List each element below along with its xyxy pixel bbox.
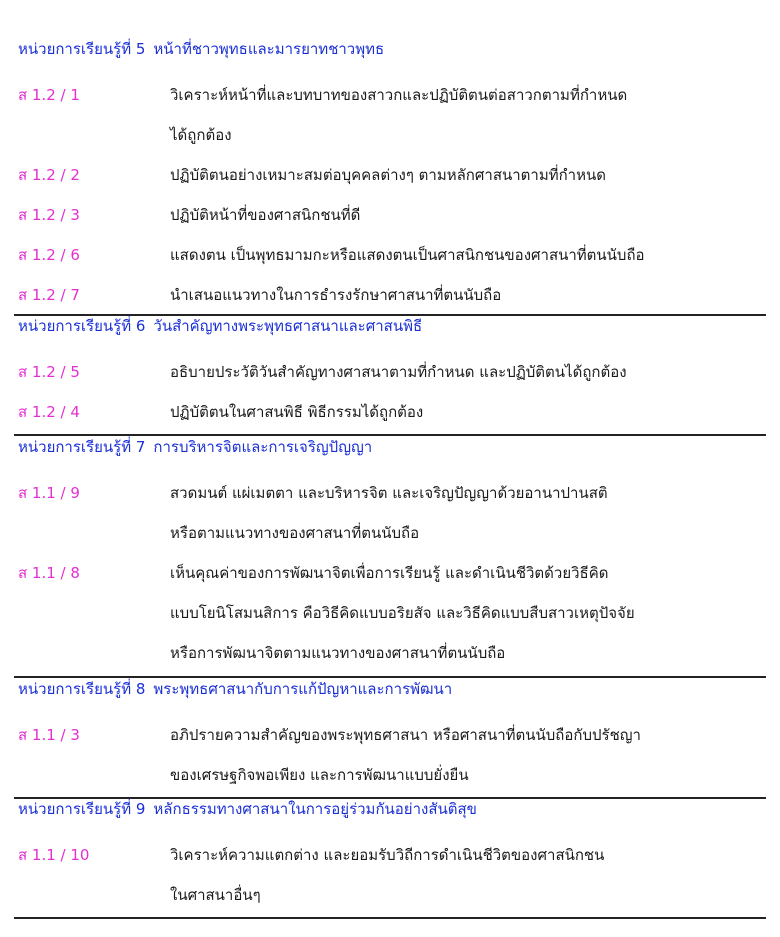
indicator-code: ส 1.2 / 6 xyxy=(18,246,80,264)
unit-heading xyxy=(18,678,452,700)
indicator-text: หรือการพัฒนาจิตตามแนวทางของศาสนาที่ตนนับถือ xyxy=(170,644,506,662)
indicator-text: หรือตามแนวทางของศาสนาที่ตนนับถือ xyxy=(170,524,420,542)
unit-label: หน่วยการเรียนรู้ที่ 8 xyxy=(18,680,146,698)
learning-unit xyxy=(14,788,766,919)
unit-heading xyxy=(18,38,384,60)
learning-unit xyxy=(14,426,766,678)
indicator-text: ได้ถูกต้อง xyxy=(170,126,232,144)
learning-unit xyxy=(14,668,766,799)
indicator-text: ของเศรษฐกิจพอเพียง และการพัฒนาแบบยั่งยืน xyxy=(170,766,469,784)
learning-unit xyxy=(14,28,766,316)
indicator-code: ส 1.2 / 3 xyxy=(18,206,80,224)
unit-title: การบริหารจิตและการเจริญปัญญา xyxy=(153,438,373,456)
indicator-code: ส 1.2 / 1 xyxy=(18,86,80,104)
indicator-code: ส 1.2 / 5 xyxy=(18,363,80,381)
indicator-code: ส 1.2 / 2 xyxy=(18,166,80,184)
unit-title: พระพุทธศาสนากับการแก้ปัญหาและการพัฒนา xyxy=(153,680,453,698)
unit-title: หลักธรรมทางศาสนาในการอยู่ร่วมกันอย่างสันติสุข xyxy=(153,800,477,818)
indicator-text: เห็นคุณค่าของการพัฒนาจิตเพื่อการเรียนรู้ และดำเนินชีวิตด้วยวิธีคิด xyxy=(170,564,609,582)
indicator-code: ส 1.2 / 7 xyxy=(18,286,80,304)
indicator-text: แสดงตน เป็นพุทธมามกะหรือแสดงตนเป็นศาสนิกชนของศาสนาที่ตนนับถือ xyxy=(170,246,645,264)
unit-label: หน่วยการเรียนรู้ที่ 7 xyxy=(18,438,146,456)
indicator-code: ส 1.1 / 8 xyxy=(18,564,80,582)
indicator-text: วิเคราะห์หน้าที่และบทบาทของสาวกและปฏิบัติตนต่อสาวกตามที่กำหนด xyxy=(170,86,628,104)
unit-label: หน่วยการเรียนรู้ที่ 6 xyxy=(18,317,146,335)
learning-unit xyxy=(14,305,766,436)
unit-heading xyxy=(18,315,422,337)
indicator-text: แบบโยนิโสมนสิการ คือวิธีคิดแบบอริยสัจ และวิธีคิดแบบสืบสาวเหตุปัจจัย xyxy=(170,604,635,622)
indicator-code: ส 1.1 / 10 xyxy=(18,846,90,864)
unit-title: วันสำคัญทางพระพุทธศาสนาและศาสนพิธี xyxy=(153,317,423,335)
unit-heading xyxy=(18,436,372,458)
indicator-text: ปฏิบัติตนอย่างเหมาะสมต่อบุคคลต่างๆ ตามหลักศาสนาตามที่กำหนด xyxy=(170,166,606,184)
indicator-text: สวดมนต์ แผ่เมตตา และบริหารจิต และเจริญปัญญาด้วยอานาปานสติ xyxy=(170,484,608,502)
unit-heading xyxy=(18,798,477,820)
indicator-text: นำเสนอแนวทางในการธำรงรักษาศาสนาที่ตนนับถือ xyxy=(170,286,502,304)
indicator-text: ในศาสนาอื่นๆ xyxy=(170,886,261,904)
unit-title: หน้าที่ชาวพุทธและมารยาทชาวพุทธ xyxy=(153,40,385,58)
unit-label: หน่วยการเรียนรู้ที่ 9 xyxy=(18,800,146,818)
indicator-text: ปฏิบัติหน้าที่ของศาสนิกชนที่ดี xyxy=(170,206,361,224)
indicator-text: อธิบายประวัติวันสำคัญทางศาสนาตามที่กำหนด และปฏิบัติตนได้ถูกต้อง xyxy=(170,363,627,381)
indicator-text: อภิปรายความสำคัญของพระพุทธศาสนา หรือศาสนาที่ตนนับถือกับปรัชญา xyxy=(170,726,641,744)
indicator-code: ส 1.1 / 9 xyxy=(18,484,80,502)
indicator-code: ส 1.2 / 4 xyxy=(18,403,80,421)
indicator-text: วิเคราะห์ความแตกต่าง และยอมรับวิถีการดำเนินชีวิตของศาสนิกชน xyxy=(170,846,605,864)
indicator-code: ส 1.1 / 3 xyxy=(18,726,80,744)
unit-label: หน่วยการเรียนรู้ที่ 5 xyxy=(18,40,146,58)
indicator-text: ปฏิบัติตนในศาสนพิธี พิธีกรรมได้ถูกต้อง xyxy=(170,403,424,421)
